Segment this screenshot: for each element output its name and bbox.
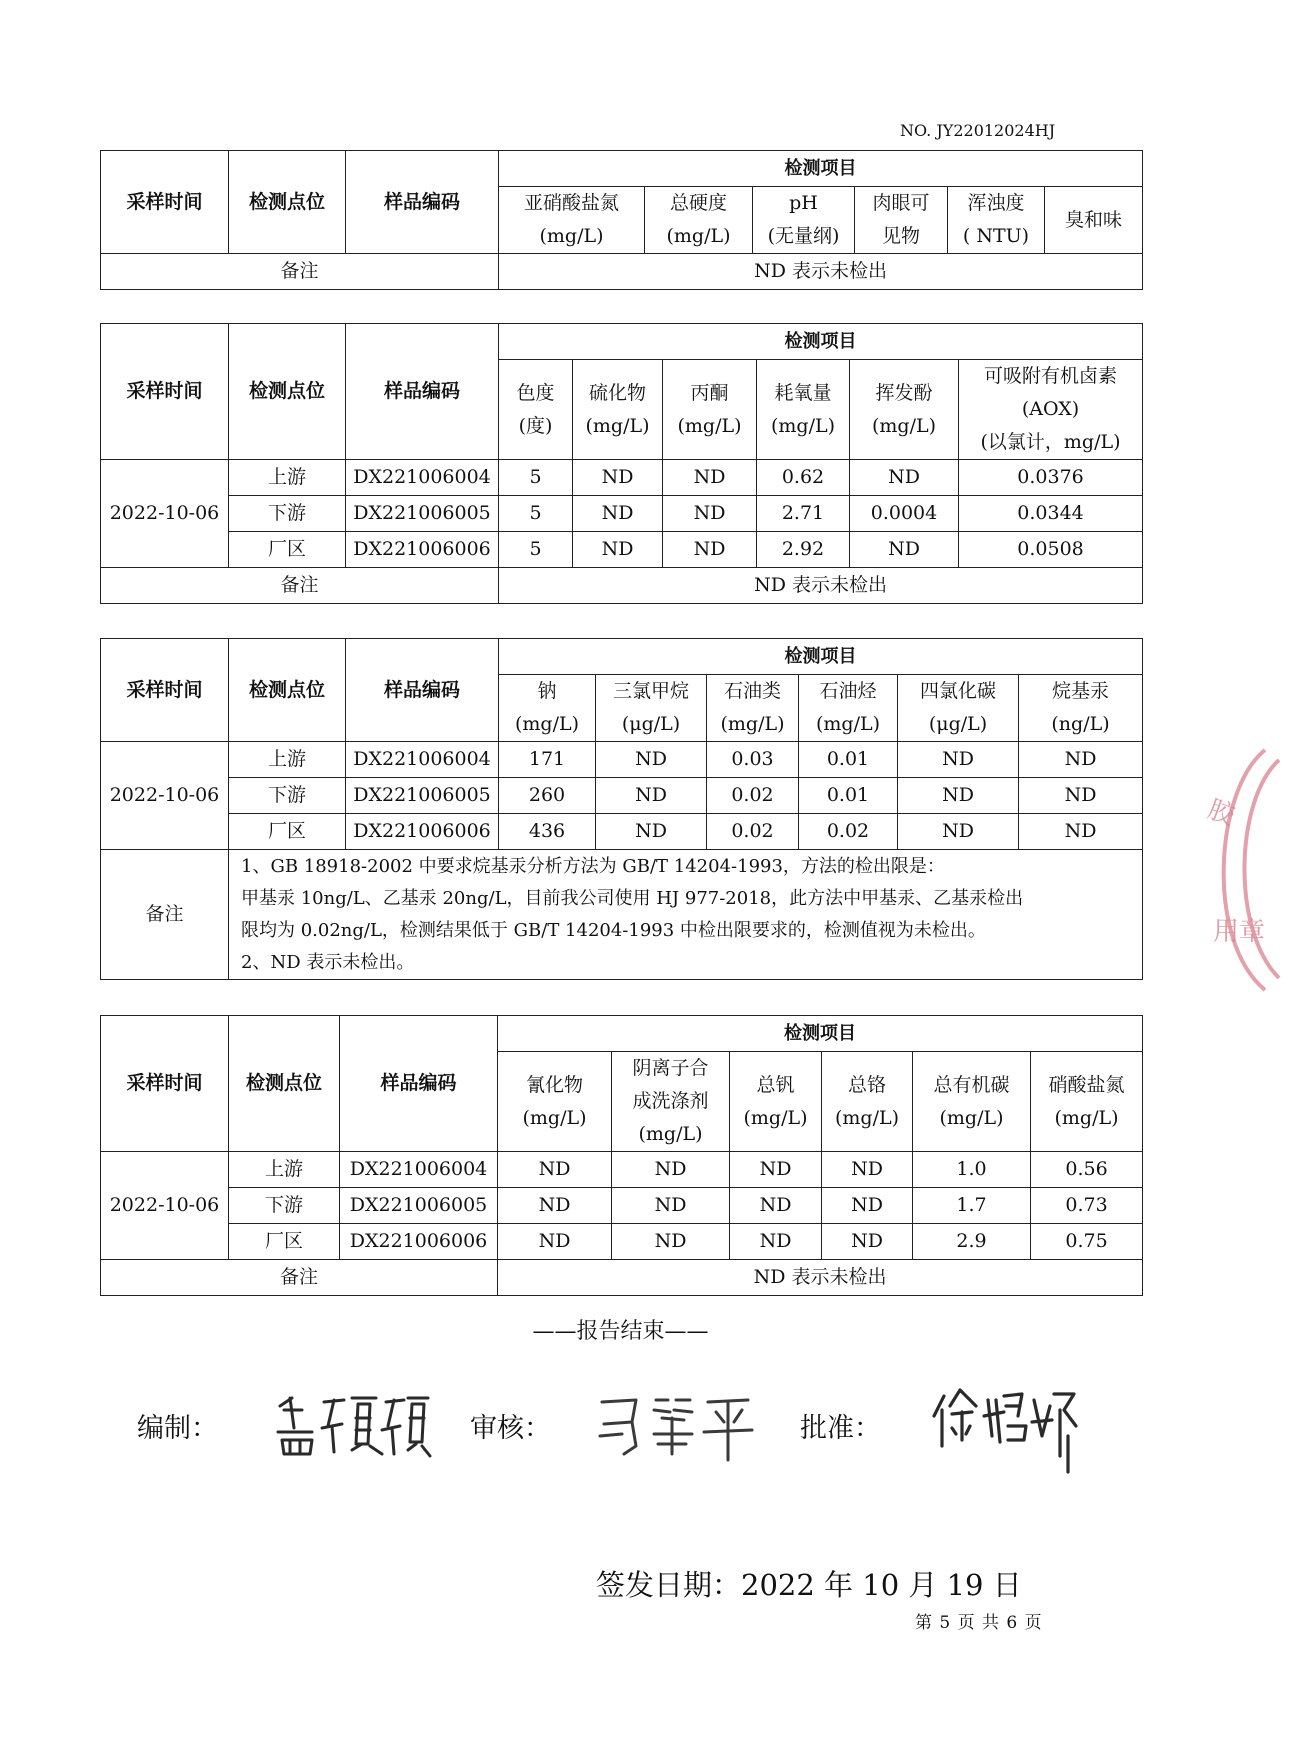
header-sampling-time: 采样时间 [101,324,229,460]
value-cell: 0.02 [707,814,799,850]
value-cell: 0.0004 [850,496,959,532]
table-row [101,1152,1143,1188]
col-header: 石油烃 (mg/L) [799,675,898,742]
sample-code: DX221006006 [346,532,499,568]
sample-code: DX221006005 [340,1188,498,1224]
value-cell: 2.71 [757,496,850,532]
value-cell: 0.01 [799,778,898,814]
table-row [101,742,1143,778]
value-cell: 2.9 [913,1224,1031,1260]
signature-row [0,1388,1241,1488]
header-test-point: 检测点位 [229,1016,340,1152]
sample-code: DX221006006 [340,1224,498,1260]
value-cell: 171 [499,742,596,778]
header-test-items: 检测项目 [499,324,1143,360]
col-header: 浑浊度 ( NTU) [948,187,1045,254]
test-point: 上游 [229,742,346,778]
header-test-items: 检测项目 [498,1016,1143,1052]
header-sampling-time: 采样时间 [101,151,229,254]
value-cell: ND [498,1152,612,1188]
header-test-items: 检测项目 [499,639,1143,675]
value-cell: 0.0344 [959,496,1143,532]
value-cell: 1.7 [913,1188,1031,1224]
value-cell: ND [1019,814,1143,850]
value-cell: ND [596,814,707,850]
value-cell: ND [596,742,707,778]
test-table-3 [100,638,1143,980]
value-cell: ND [498,1188,612,1224]
value-cell: 5 [499,496,573,532]
value-cell: ND [612,1188,730,1224]
col-header: 总硬度 (mg/L) [645,187,753,254]
value-cell: ND [1019,778,1143,814]
value-cell: ND [663,496,757,532]
value-cell: 0.0508 [959,532,1143,568]
header-test-items: 检测项目 [499,151,1143,187]
col-header: 可吸附有机卤素 (AOX) (以氯计，mg/L) [959,360,1143,460]
value-cell: 436 [499,814,596,850]
value-cell: 1.0 [913,1152,1031,1188]
note-line: 1、GB 18918-2002 中要求烷基汞分析方法为 GB/T 14204-1993，方法的检出限是： [241,855,945,877]
col-header: 烷基汞 (ng/L) [1019,675,1143,742]
value-cell: ND [663,532,757,568]
value-cell: ND [573,496,663,532]
col-header: 四氯化碳 (μg/L) [898,675,1019,742]
note-label: 备注 [101,254,499,290]
col-header: 肉眼可 见物 [855,187,948,254]
value-cell: 5 [499,460,573,496]
col-header: 钠 (mg/L) [499,675,596,742]
value-cell: ND [596,778,707,814]
value-cell: 2.92 [757,532,850,568]
value-cell: 0.0376 [959,460,1143,496]
report-end-marker: ——报告结束—— [532,1319,709,1344]
value-cell: ND [898,778,1019,814]
value-cell: ND [498,1224,612,1260]
value-cell: ND [850,460,959,496]
header-sampling-time: 采样时间 [101,1016,229,1152]
value-cell: 0.56 [1031,1152,1143,1188]
note-text: ND 表示未检出 [499,254,1143,290]
sample-code: DX221006004 [346,460,499,496]
sample-code: DX221006005 [346,778,499,814]
sample-code: DX221006005 [346,496,499,532]
reviewed-by-label: 审核： [470,1413,551,1444]
note-label: 备注 [101,850,229,980]
official-seal-stamp [1195,740,1315,1000]
stamp-text: 用章 [1213,917,1266,947]
test-point: 厂区 [229,814,346,850]
table-row [101,532,1143,568]
value-cell: ND [730,1224,822,1260]
test-point: 下游 [229,1188,340,1224]
test-table-2 [100,323,1143,604]
value-cell: 5 [499,532,573,568]
header-test-point: 检测点位 [229,324,346,460]
value-cell: 0.73 [1031,1188,1143,1224]
header-sample-code: 样品编码 [346,151,499,254]
table-row [101,1224,1143,1260]
value-cell: 0.03 [707,742,799,778]
note-line: 甲基汞 10ng/L、乙基汞 20ng/L，目前我公司使用 HJ 977-2018，此方法中甲基汞、乙基汞检出 [241,887,1024,909]
test-point: 上游 [229,460,346,496]
col-header: 总有机碳 (mg/L) [913,1052,1031,1152]
sampling-date: 2022-10-06 [101,1152,229,1260]
note-text: ND 表示未检出 [498,1260,1143,1296]
col-header: 丙酮 (mg/L) [663,360,757,460]
value-cell: ND [850,532,959,568]
note-text: ND 表示未检出 [499,568,1143,604]
test-point: 上游 [229,1152,340,1188]
value-cell: ND [822,1188,913,1224]
value-cell: ND [898,742,1019,778]
note-label: 备注 [101,568,499,604]
test-point: 下游 [229,496,346,532]
value-cell: ND [822,1224,913,1260]
note-text [229,850,1143,980]
value-cell: 0.02 [799,814,898,850]
col-header: 亚硝酸盐氮 (mg/L) [499,187,645,254]
value-cell: ND [663,460,757,496]
sample-code: DX221006004 [346,742,499,778]
note-line: 2、ND 表示未检出。 [241,951,415,973]
value-cell: 0.75 [1031,1224,1143,1260]
col-header: 阴离子合 成洗涤剂 (mg/L) [612,1052,730,1152]
issue-date: 签发日期：2022 年 10 月 19 日 [596,1568,1022,1602]
test-point: 厂区 [229,532,346,568]
col-header: 石油类 (mg/L) [707,675,799,742]
col-header: 挥发酚 (mg/L) [850,360,959,460]
note-label: 备注 [101,1260,498,1296]
header-sampling-time: 采样时间 [101,639,229,742]
col-header: 氰化物 (mg/L) [498,1052,612,1152]
col-header: 总铬 (mg/L) [822,1052,913,1152]
header-sample-code: 样品编码 [340,1016,498,1152]
value-cell: ND [898,814,1019,850]
value-cell: ND [730,1188,822,1224]
col-header: pH (无量纲) [753,187,855,254]
sample-code: DX221006006 [346,814,499,850]
test-table-4 [100,1015,1143,1296]
header-test-point: 检测点位 [229,151,346,254]
approved-by-label: 批准： [800,1413,881,1444]
sample-code: DX221006004 [340,1152,498,1188]
value-cell: ND [730,1152,822,1188]
sampling-date: 2022-10-06 [101,460,229,568]
value-cell: 0.01 [799,742,898,778]
header-test-point: 检测点位 [229,639,346,742]
value-cell: ND [822,1152,913,1188]
prepared-by-label: 编制： [137,1413,218,1444]
table-row [101,778,1143,814]
approved-by-signature [930,1376,1080,1476]
sampling-date: 2022-10-06 [101,742,229,850]
value-cell: ND [573,532,663,568]
reviewed-by-signature [592,1388,762,1468]
col-header: 硝酸盐氮 (mg/L) [1031,1052,1143,1152]
header-sample-code: 样品编码 [346,324,499,460]
table-row [101,496,1143,532]
page-number: 第 5 页 共 6 页 [915,1613,1043,1633]
value-cell: ND [612,1224,730,1260]
value-cell: ND [1019,742,1143,778]
note-line: 限均为 0.02ng/L，检测结果低于 GB/T 14204-1993 中检出限要求的，检测值视为未检出。 [241,919,986,941]
test-table-1 [100,150,1143,290]
svg-text:胶: 胶 [1203,794,1239,832]
col-header: 三氯甲烷 (μg/L) [596,675,707,742]
header-sample-code: 样品编码 [346,639,499,742]
col-header: 硫化物 (mg/L) [573,360,663,460]
value-cell: 0.62 [757,460,850,496]
test-point: 下游 [229,778,346,814]
report-number: NO. JY22012024HJ [900,121,1056,140]
table-row [101,460,1143,496]
value-cell: ND [612,1152,730,1188]
value-cell: 0.02 [707,778,799,814]
value-cell: 260 [499,778,596,814]
table-row [101,814,1143,850]
col-header: 色度 (度) [499,360,573,460]
col-header: 总钒 (mg/L) [730,1052,822,1152]
table-row [101,1188,1143,1224]
test-point: 厂区 [229,1224,340,1260]
value-cell: ND [573,460,663,496]
col-header: 耗氧量 (mg/L) [757,360,850,460]
col-header: 臭和味 [1045,187,1143,254]
prepared-by-signature [272,1388,432,1468]
